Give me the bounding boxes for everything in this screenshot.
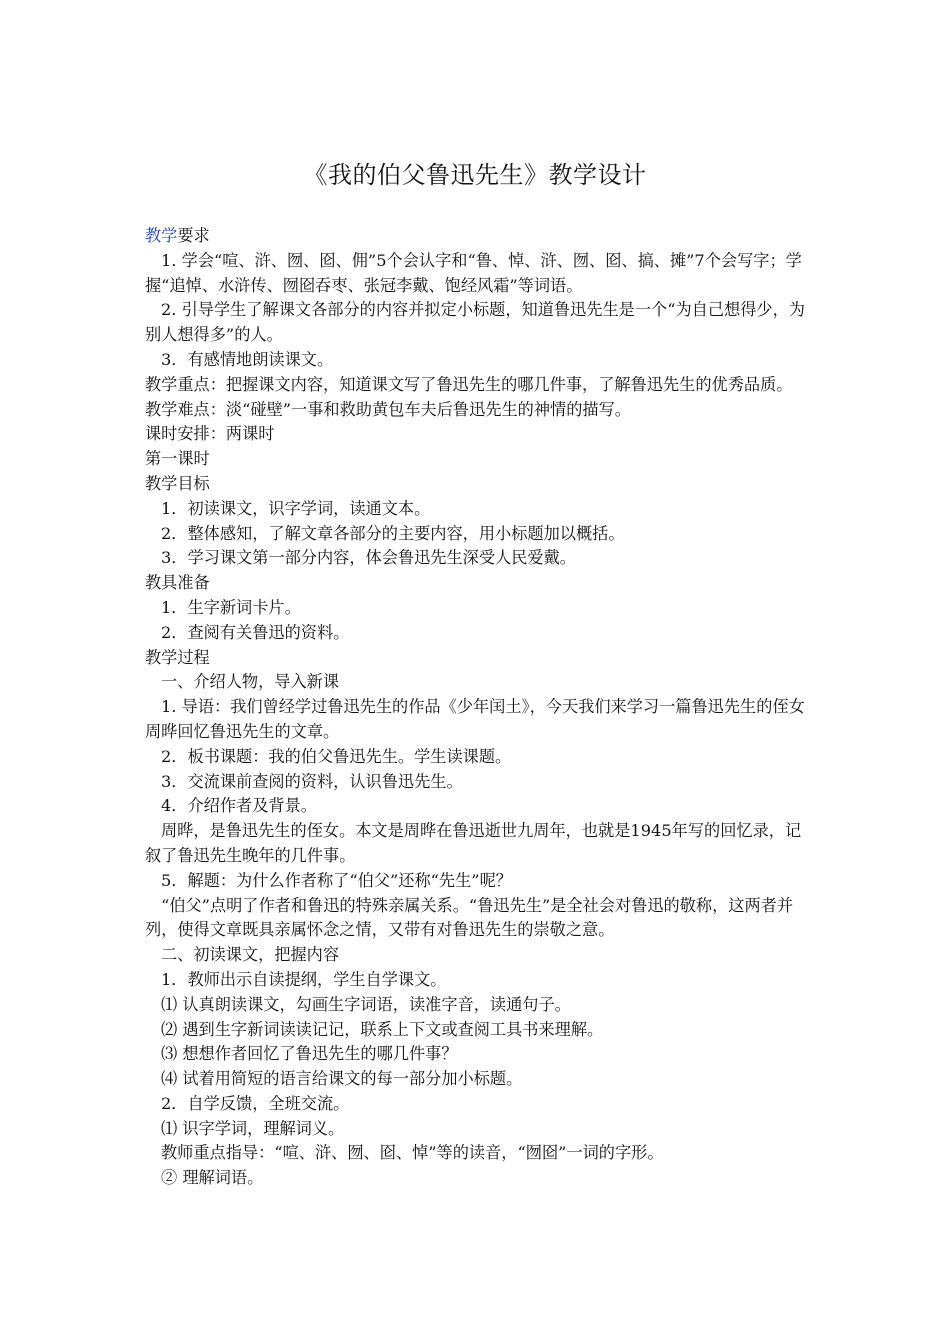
document-title: 《我的伯父鲁迅先生》教学设计 [303, 161, 647, 189]
teaching-focus: 教学重点：把握课文内容，知道课文写了鲁迅先生的哪几件事，了解鲁迅先生的优秀品质。 [145, 374, 793, 394]
vocabulary-sub-2: ② 理解词语。 [161, 1168, 264, 1188]
process-part-2-heading: 二、初读课文，把握内容 [161, 945, 340, 965]
process-heading: 教学过程 [145, 647, 210, 667]
reading-outline-4: ⑷ 试着用简短的语言给课文的每一部分加小标题。 [161, 1069, 523, 1089]
process-step-2: 2．板书课题：我的伯父鲁迅先生。学生读课题。 [161, 746, 512, 766]
materials-heading: 教具准备 [145, 573, 210, 593]
requirement-item-1: 1. 学会“喧、浒、囫、囵、佣”5个会认字和“鲁、悼、浒、囫、囵、搞、摊”7个会写字；学握“追悼、水浒传、囫囵吞枣、张冠李戴、饱经风霜”等词语。 [145, 250, 802, 295]
process-step-4: 4．介绍作者及背景。 [161, 796, 317, 816]
requirement-item-3: 3．有感情地朗读课文。 [161, 349, 334, 369]
reading-outline-1: ⑴ 认真朗读课文，勾画生字词语，读准字音，读通句子。 [161, 994, 571, 1014]
teaching-goals-heading: 教学目标 [145, 473, 210, 493]
first-lesson-heading: 第一课时 [145, 449, 210, 469]
teaching-difficulty: 教学难点：淡“碰壁”一事和救助黄包车夫后鲁迅先生的神情的描写。 [145, 399, 631, 419]
requirements-heading-rest: 要求 [177, 226, 210, 245]
section-heading-requirements [145, 224, 810, 249]
materials-item-2: 2．查阅有关鲁迅的资料。 [161, 622, 350, 642]
process-step-3: 3．交流课前查阅的资料，认识鲁迅先生。 [161, 771, 463, 791]
process-step-5: 5．解题：为什么作者称了“伯父”还称“先生”呢？ [161, 870, 512, 890]
reading-step-2: 2．自学反馈，全班交流。 [161, 1093, 350, 1113]
teacher-guidance: 教师重点指导：“喧、浒、囫、囵、悼”等的读音，“囫囵”一词的字形。 [161, 1143, 664, 1163]
requirement-item-2: 2. 引导学生了解课文各部分的内容并拟定小标题，知道鲁迅先生是一个“为自己想得少，为别人想得多”的人。 [145, 300, 805, 345]
vocabulary-sub-1: ⑴ 识字学词，理解词义。 [161, 1118, 345, 1138]
goal-item-1: 1．初读课文，识字学词，读通文本。 [161, 498, 431, 518]
process-part-1-heading: 一、介绍人物，导入新课 [161, 672, 340, 692]
process-step-1: 1. 导语：我们曾经学过鲁迅先生的作品《少年闰土》，今天我们来学习一篇鲁迅先生的侄女周晔回忆鲁迅先生的文章。 [145, 697, 805, 741]
goal-item-3: 3．学习课文第一部分内容，体会鲁迅先生深受人民爱戴。 [161, 548, 576, 568]
reading-step-1: 1．教师出示自读提纲，学生自学课文。 [161, 969, 447, 989]
requirements-link-text[interactable]: 教学 [145, 226, 178, 245]
document-body [145, 224, 810, 1191]
materials-item-1: 1．生字新词卡片。 [161, 597, 301, 617]
title-explanation: “伯父”点明了作者和鲁迅的特殊亲属关系。“鲁迅先生”是全社会对鲁迅的敬称，这两者并列，使得文章既具亲属怀念之情，又带有对鲁迅先生的崇敬之意。 [145, 895, 794, 940]
lesson-schedule: 课时安排：两课时 [145, 424, 275, 444]
reading-outline-3: ⑶ 想想作者回忆了鲁迅先生的哪几件事？ [161, 1044, 458, 1064]
goal-item-2: 2．整体感知，了解文章各部分的主要内容，用小标题加以概括。 [161, 523, 625, 543]
author-background: 周晔，是鲁迅先生的侄女。本文是周晔在鲁迅逝世九周年，也就是1945年写的回忆录，记叙了鲁迅先生晚年的几件事。 [145, 821, 802, 865]
reading-outline-2: ⑵ 遇到生字新词读读记记，联系上下文或查阅工具书来理解。 [161, 1019, 604, 1039]
